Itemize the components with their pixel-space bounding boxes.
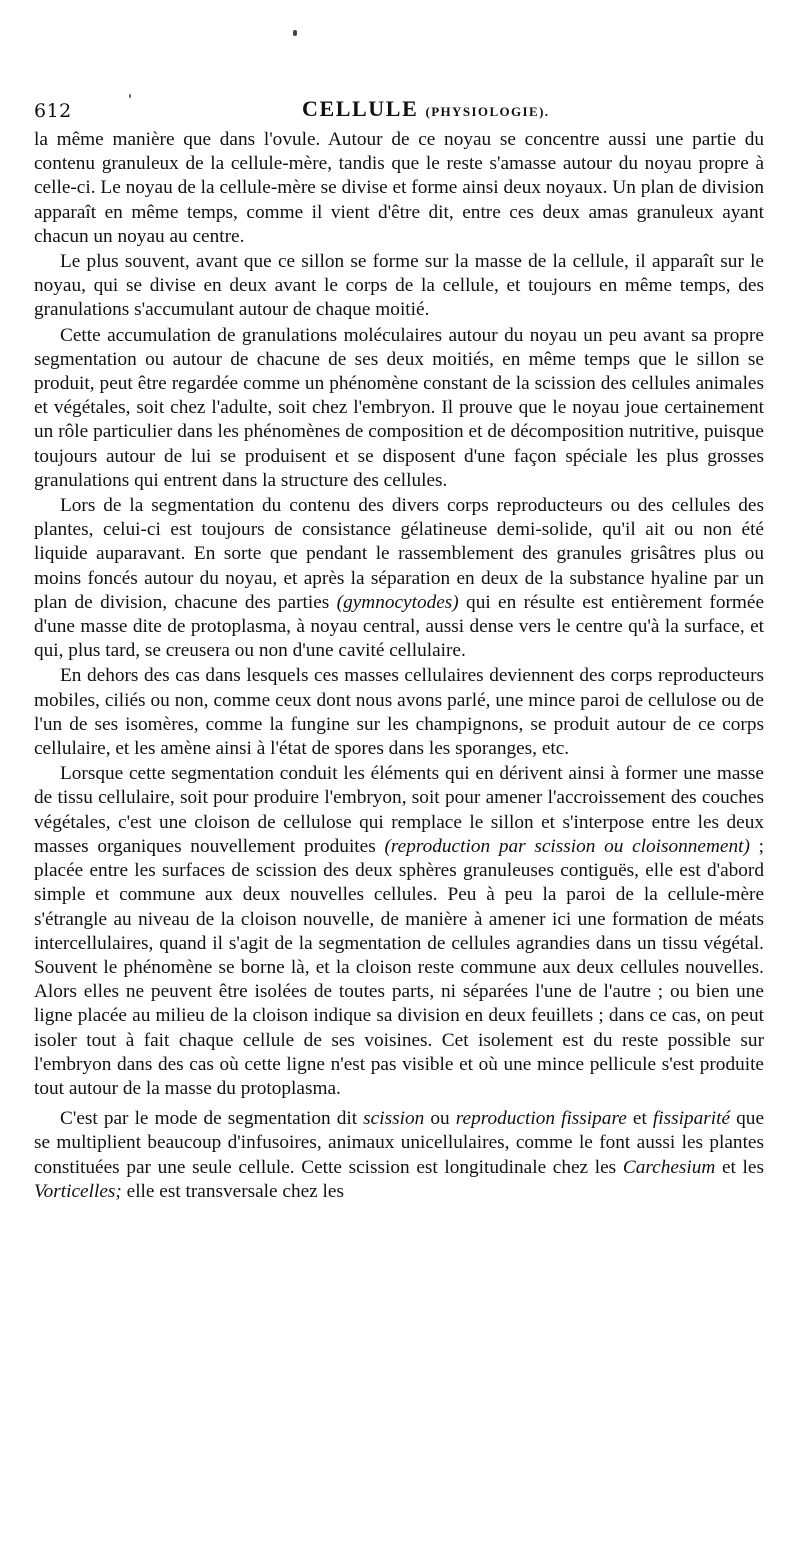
text-run: En dehors des cas dans lesquels ces masses cellulaires deviennent des corps reproducteurs mobiles, ciliés ou non, comme ceux dont nous avons parlé, une mince paroi de cellulose ou de l'un de ses isomères, comme la fungine sur les champignons, se produit autour de ce corps cellulaire, et les amène ainsi à l'état de spores dans les sporanges, etc. — [34, 665, 764, 760]
text-run: la même manière que dans l'ovule. Autour de ce noyau se concentre aussi une partie du contenu granuleux de la cellule-mère, tandis que le reste s'amasse autour du noyau propre à celle-ci. Le noyau de la cellule-mère se divise et forme ainsi deux noyaux. Un plan de division apparaît en même temps, comme il vient d'être dit, entre ces deux amas granuleux ayant chacun un noyau au centre. — [34, 129, 764, 247]
text-run: que se multiplient beaucoup d'infusoires, animaux unicellulaires, comme le font aussi les plantes constituées par une seule cellule. Cette scission est longitudinale chez les — [34, 1108, 764, 1178]
italic-run: reproduction fissipare — [455, 1108, 627, 1130]
italic-run: Vorticelles; — [34, 1180, 122, 1202]
text-run: et les — [715, 1156, 764, 1178]
text-run: ; placée entre les surfaces de scission des deux sphères granuleuses contiguës, elle est d'abord simple et commune aux deux nouvelles cellules. Peu à peu la paroi de la cellule-mère s'étrangle au niveau de la cloison nouvelle, de manière à amener ici une formation de méats intercellulaires, quand il s'agit de la segmentation de cellules agrandies dans un tissu végétal. Souvent le phénomène se borne là, et la cloison reste commune aux deux cellules nouvelles. Alors elles ne peuvent être isolées de toutes parts, ni séparées l'une de l'autre ; ou bien une ligne placée au milieu de la cloison indique sa division en deux feuillets ; dans ce cas, on peut isoler tout à fait chaque cellule de ses voisines. Cet isolement est du reste possible sur l'embryon dans des cas où cette ligne n'est pas visible et où une mince pellicule s'est produite tout autour de la masse du protoplasma. — [34, 835, 764, 1099]
running-head — [34, 92, 764, 124]
text-run: Cette accumulation de granulations moléculaires autour du noyau un peu avant sa propre segmentation ou autour de chacune de ses deux moitiés, en même temps que le sillon se produit, peut être regardée comme un phénomène constant de la scission des cellules animales et végétales, soit chez l'adulte, soit chez l'embryon. Il prouve que le noyau joue certainement un rôle particulier dans les phénomènes de composition et de décomposition nutritive, puisque toujours autour de lui se produisent et se disposent d'une façon spéciale les plus grosses granulations qui entrent dans la structure des cellules. — [34, 324, 764, 491]
running-title-subtitle: (PHYSIOLOGIE). — [425, 104, 550, 119]
text-run: qui en résulte est entièrement formée d'une masse dite de protoplasma, à noyau central, aussi dense vers le centre qu'à la surface, et qui, plus tard, se creusera ou non d'une cavité cellulaire. — [34, 591, 765, 662]
text-run: elle est transversale chez les — [121, 1180, 344, 1202]
paragraph — [34, 250, 764, 323]
text-run: ou — [424, 1108, 456, 1130]
body-text — [34, 128, 764, 1204]
italic-run: (gymnocytodes) — [336, 591, 459, 613]
page-number: 612 — [34, 100, 72, 122]
italic-run: fissiparité — [652, 1108, 731, 1130]
paragraph — [34, 128, 764, 249]
paragraph — [34, 494, 764, 663]
italic-run: Carchesium — [622, 1156, 716, 1178]
text-run: Le plus souvent, avant que ce sillon se forme sur la masse de la cellule, il apparaît sur le noyau, qui se divise en deux avant le corps de la cellule, et toujours en même temps, des granulations s'accumulant autour de chaque moitié. — [34, 251, 764, 321]
running-title-main: CELLULE — [302, 96, 419, 121]
text-run: et — [626, 1108, 653, 1130]
italic-run: scission — [363, 1108, 425, 1130]
paragraph — [34, 762, 764, 1101]
running-title — [302, 96, 549, 122]
italic-run: (reproduction par scission ou cloisonnement) — [384, 835, 750, 857]
ink-speck — [293, 30, 297, 36]
text-run: Lorsque cette segmentation conduit les éléments qui en dérivent ainsi à former une masse de tissu cellulaire, soit pour produire l'embryon, soit pour amener l'accroissement des couches végétales, c'est une cloison de cellulose qui remplace le sillon et s'interpose entre les deux masses organiques nouvellement produites — [34, 763, 764, 857]
text-run: Lors de la segmentation du contenu des divers corps reproducteurs ou des cellules des plantes, celui-ci est toujours de consistance gélatineuse demi-solide, qu'il ait ou non été liquide auparavant. En sorte que pendant le rassemblement des granules grisâtres plus ou moins foncés autour du noyau, et après la séparation en deux de la substance hyaline par un plan de division, chacune des parties — [34, 495, 764, 613]
text-run: C'est par le mode de segmentation dit — [60, 1108, 364, 1130]
paragraph — [34, 1107, 764, 1204]
paragraph — [34, 664, 764, 761]
paragraph — [34, 324, 764, 493]
